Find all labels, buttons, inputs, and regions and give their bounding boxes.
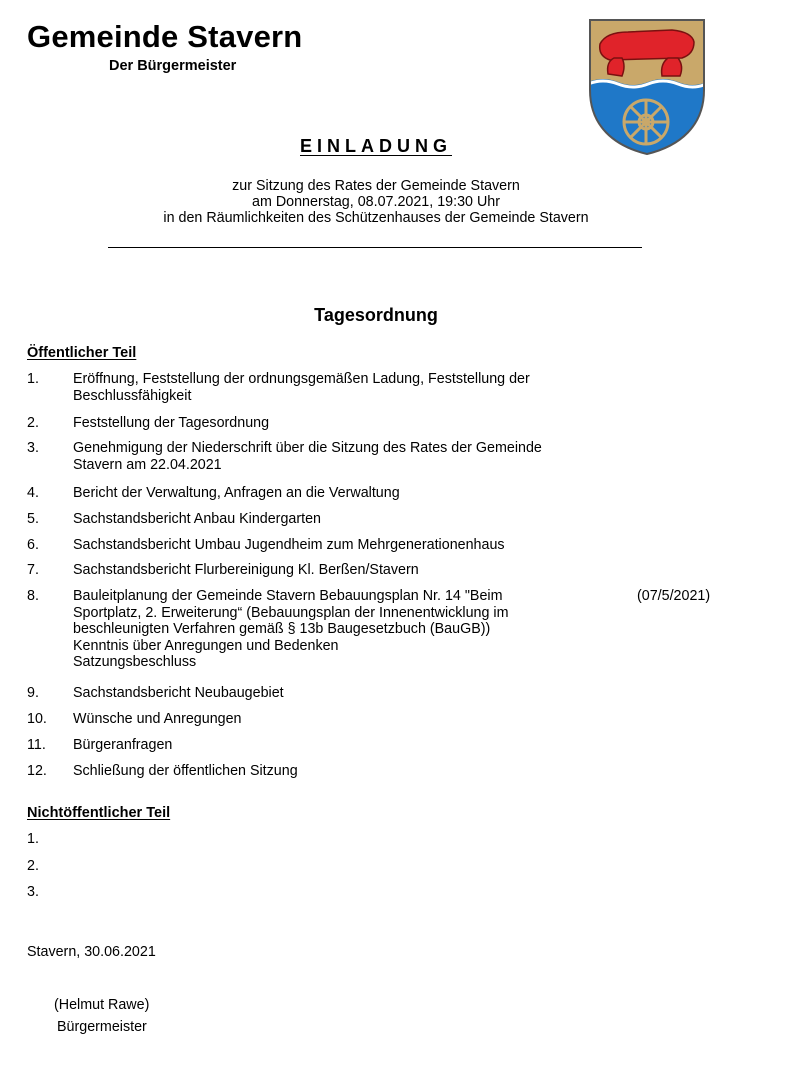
meeting-details (0, 178, 752, 226)
agenda-item-text: Sachstandsbericht Flurbereinigung Kl. Berßen/Stavern (73, 562, 419, 578)
agenda-item-text: Genehmigung der Niederschrift über die Sitzung des Rates der Gemeinde Stavern am 22.04.2021 (73, 440, 542, 473)
agenda-item-number: 1. (27, 831, 39, 847)
agenda-item-number: 12. (27, 763, 47, 779)
agenda-item-number: 3. (27, 884, 39, 900)
agenda-item-text: Sachstandsbericht Umbau Jugendheim zum Mehrgenerationenhaus (73, 537, 505, 553)
agenda-item-number: 9. (27, 685, 39, 701)
agenda-item-number: 4. (27, 485, 39, 501)
municipality-name: Gemeinde Stavern (27, 19, 303, 54)
agenda-item-text: Schließung der öffentlichen Sitzung (73, 763, 298, 779)
invitation-title: EINLADUNG (300, 136, 452, 156)
mayor-title: Der Bürgermeister (109, 58, 237, 74)
private-section-title: Nichtöffentlicher Teil (27, 805, 171, 821)
signer-name: (Helmut Rawe) (54, 997, 150, 1013)
divider (108, 247, 642, 248)
agenda-item-number: 11. (27, 737, 46, 753)
public-section-title: Öffentlicher Teil (27, 345, 137, 361)
meeting-line-purpose: zur Sitzung des Rates der Gemeinde Stavern (232, 178, 520, 194)
agenda-item-number: 6. (27, 537, 39, 553)
agenda-item-text: Bauleitplanung der Gemeinde Stavern Bebauungsplan Nr. 14 "Beim Sportplatz, 2. Erweiterung“ (Bebauungsplan der Innenentwicklung im beschleunigten Verfahren gemäß § 13b Baugesetzbuch (BauGB)) Kenntnis über Anregungen und Bedenken Satzungsbeschluss (73, 588, 509, 670)
agenda-item-text: Bürgeranfragen (73, 737, 173, 753)
agenda-item-number: 10. (27, 711, 47, 727)
agenda-item-number: 1. (27, 371, 39, 387)
agenda-item-number: 3. (27, 440, 39, 456)
agenda-item-text: Bericht der Verwaltung, Anfragen an die Verwaltung (73, 485, 400, 501)
agenda-item-number: 2. (27, 415, 39, 431)
agenda-heading: Tagesordnung (314, 305, 438, 325)
agenda-item-number: 8. (27, 588, 39, 604)
agenda-item-text: Wünsche und Anregungen (73, 711, 242, 727)
agenda-item-text: Sachstandsbericht Anbau Kindergarten (73, 511, 321, 527)
signer-role: Bürgermeister (57, 1019, 147, 1035)
agenda-item-reference: (07/5/2021) (637, 588, 711, 604)
agenda-item-text: Sachstandsbericht Neubaugebiet (73, 685, 284, 701)
agenda-item-text: Eröffnung, Feststellung der ordnungsgemäßen Ladung, Feststellung der Beschlussfähigkeit (73, 371, 530, 404)
meeting-line-location: in den Räumlichkeiten des Schützenhauses der Gemeinde Stavern (163, 210, 589, 226)
agenda-item-number: 5. (27, 511, 39, 527)
agenda-item-text: Feststellung der Tagesordnung (73, 415, 270, 431)
meeting-line-date: am Donnerstag, 08.07.2021, 19:30 Uhr (252, 194, 500, 210)
place-and-date: Stavern, 30.06.2021 (27, 944, 156, 960)
agenda-item-number: 7. (27, 562, 39, 578)
agenda-item-number: 2. (27, 858, 39, 874)
